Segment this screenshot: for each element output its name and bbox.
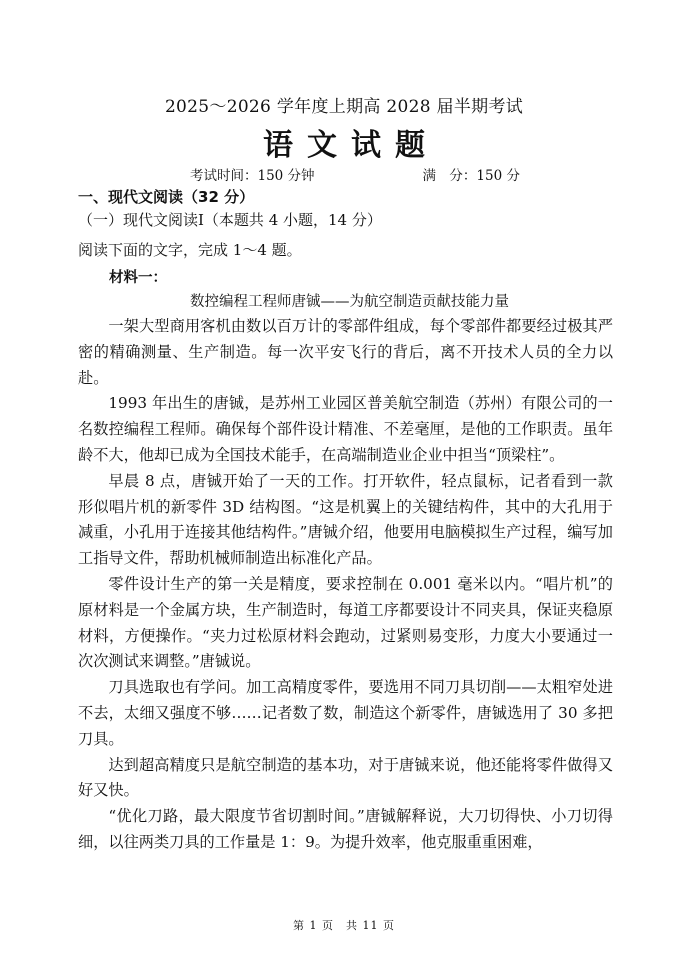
article-title: 数控编程工程师唐铖——为航空制造贡献技能力量: [190, 294, 509, 310]
page-number: 第 1 页 共 11 页: [293, 919, 395, 932]
paragraph: 早晨 8 点，唐铖开始了一天的工作。打开软件，轻点鼠标，记者看到一款形似唱片机的新零件 3D 结构图。“这是机翼上的关键结构件，其中的大孔用于减重，小孔用于连接其他结构件。”唐铖介绍，他要用电脑模拟生产过程，编写加工指导文件，帮助机械师制造出标准化产品。: [78, 471, 613, 568]
paragraph: 零件设计生产的第一关是精度，要求控制在 0.001 毫米以内。“唱片机”的原材料是一个金属方块，生产制造时，每道工序都要设计不同夹具，保证夹稳原材料，方便操作。“夹力过松原材料会跑动，过紧则易变形，力度大小要通过一次次测试来调整。”唐铖说。: [78, 574, 613, 671]
exam-info: [190, 164, 520, 184]
paragraph: 刀具选取也有学问。加工高精度零件，要选用不同刀具切削——太粗窄处进不去，太细又强度不够……记者数了数，制造这个新零件，唐铖选用了 30 多把刀具。: [78, 678, 613, 748]
exam-title: 2025～2026 学年度上期高 2028 届半期考试: [164, 97, 524, 117]
paragraph: “优化刀路，最大限度节省切割时间。”唐铖解释说，大刀切得快、小刀切得细，以往两类刀具的工作量是 1：9。为提升效率，他克服重重困难，: [78, 807, 613, 851]
material-label: 材料一：: [109, 270, 167, 286]
paragraph: 一架大型商用客机由数以百万计的零部件组成，每个零部件都要经过极其严密的精确测量、生产制造。每一次平安飞行的背后，离不开技术人员的全力以赴。: [78, 317, 613, 387]
paragraph: 1993 年出生的唐铖，是苏州工业园区普美航空制造（苏州）有限公司的一名数控编程工程师。确保每个部件设计精准、不差毫厘，是他的工作职责。虽年龄不大，他却已成为全国技术能手，在高端制造业企业中担当“顶梁柱”。: [78, 394, 613, 464]
article-body: [78, 314, 613, 856]
exam-total-score: 满 分：150 分: [422, 168, 520, 184]
subject-title: 语文试题: [263, 128, 439, 163]
reading-instruction: 阅读下面的文字，完成 1～4 题。: [78, 241, 302, 259]
exam-time: 考试时间：150 分钟: [190, 168, 315, 184]
subsection-heading: （一）现代文阅读Ⅰ（本题共 4 小题，14 分）: [78, 211, 382, 229]
section-heading: 一、现代文阅读（32 分）: [78, 188, 255, 206]
paragraph: 达到超高精度只是航空制造的基本功，对于唐铖来说，他还能将零件做得又好又快。: [78, 755, 613, 800]
